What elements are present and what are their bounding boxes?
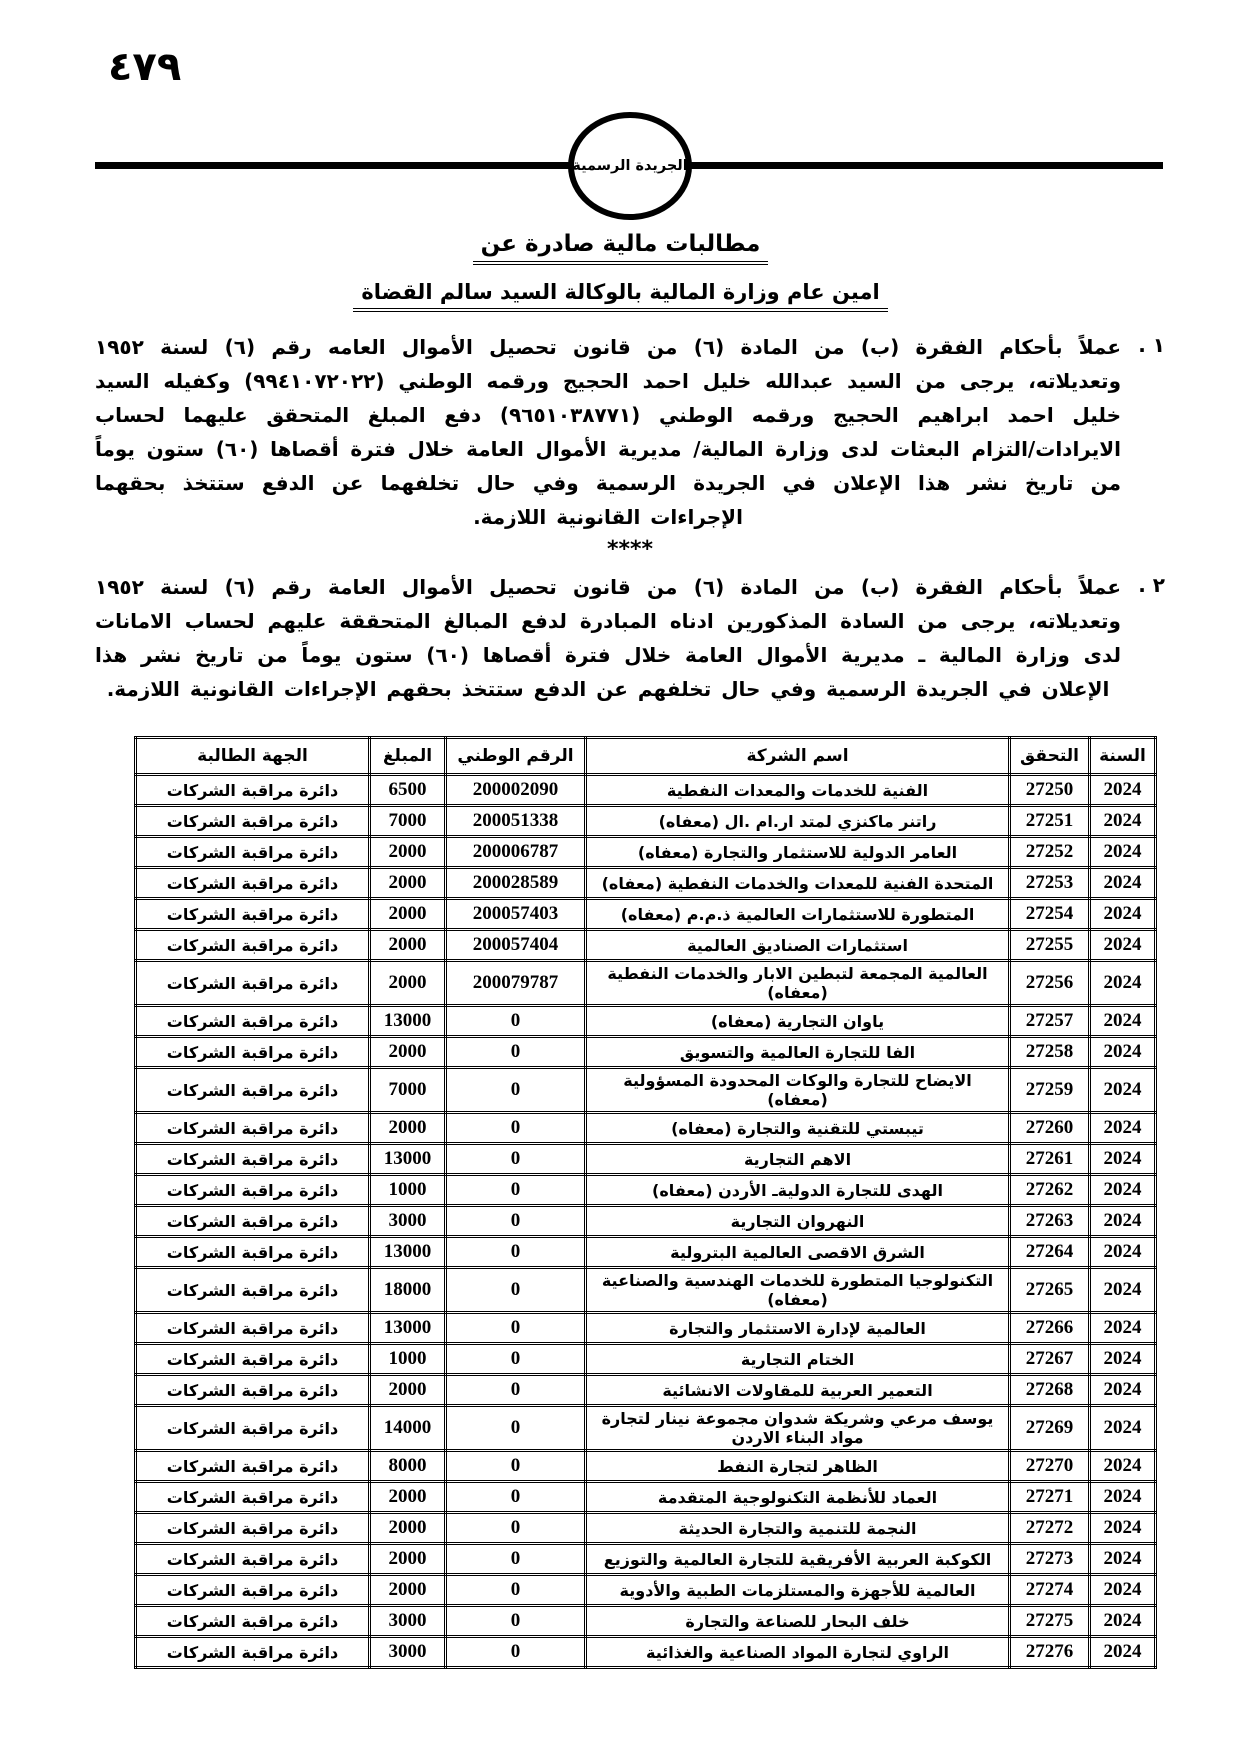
cell-requesting-entity: دائرة مراقبة الشركات [136,930,370,961]
cell-national-number: 0 [446,1637,586,1668]
cell-requesting-entity: دائرة مراقبة الشركات [136,1544,370,1575]
cell-amount: 2000 [370,930,446,961]
cell-year: 2024 [1090,1175,1156,1206]
cell-amount: 2000 [370,961,446,1006]
table-row [136,1375,1156,1406]
cell-year: 2024 [1090,899,1156,930]
cell-check-number: 27263 [1010,1206,1090,1237]
cell-year: 2024 [1090,1206,1156,1237]
cell-check-number: 27258 [1010,1037,1090,1068]
cell-national-number: 200002090 [446,775,586,806]
cell-national-number: 200028589 [446,868,586,899]
page-title: مطالبات مالية صادرة عن [0,231,1241,257]
cell-check-number: 27276 [1010,1637,1090,1668]
cell-amount: 2000 [370,1544,446,1575]
cell-year: 2024 [1090,775,1156,806]
cell-amount: 7000 [370,806,446,837]
cell-check-number: 27273 [1010,1544,1090,1575]
cell-national-number: 200051338 [446,806,586,837]
cell-amount: 8000 [370,1451,446,1482]
table-row [136,1175,1156,1206]
cell-company-name: العامر الدولية للاستثمار والتجارة (معفاه) [586,837,1010,868]
table-row [136,1544,1156,1575]
cell-company-name: الراوي لتجارة المواد الصناعية والغذائية [586,1637,1010,1668]
cell-requesting-entity: دائرة مراقبة الشركات [136,1313,370,1344]
cell-year: 2024 [1090,1006,1156,1037]
cell-amount: 1000 [370,1175,446,1206]
cell-amount: 3000 [370,1206,446,1237]
cell-amount: 2000 [370,1375,446,1406]
cell-requesting-entity: دائرة مراقبة الشركات [136,1375,370,1406]
cell-check-number: 27268 [1010,1375,1090,1406]
cell-national-number: 0 [446,1344,586,1375]
cell-check-number: 27271 [1010,1482,1090,1513]
cell-check-number: 27251 [1010,806,1090,837]
cell-amount: 18000 [370,1268,446,1313]
cell-amount: 2000 [370,899,446,930]
cell-company-name: ياوان التجارية (معفاه) [586,1006,1010,1037]
table-row [136,1037,1156,1068]
cell-requesting-entity: دائرة مراقبة الشركات [136,1606,370,1637]
cell-company-name: راتنر ماكنزي لمتد ار.ام .ال (معفاه) [586,806,1010,837]
cell-requesting-entity: دائرة مراقبة الشركات [136,1175,370,1206]
cell-amount: 2000 [370,1113,446,1144]
cell-year: 2024 [1090,1544,1156,1575]
table-row [136,961,1156,1006]
cell-check-number: 27272 [1010,1513,1090,1544]
cell-check-number: 27253 [1010,868,1090,899]
cell-national-number: 0 [446,1113,586,1144]
cell-amount: 13000 [370,1313,446,1344]
page-subtitle: امين عام وزارة المالية بالوكالة السيد سالم القضاة [0,280,1241,304]
cell-amount: 13000 [370,1237,446,1268]
cell-check-number: 27260 [1010,1113,1090,1144]
cell-check-number: 27267 [1010,1344,1090,1375]
cell-company-name: الظاهر لتجارة النفط [586,1451,1010,1482]
cell-requesting-entity: دائرة مراقبة الشركات [136,1206,370,1237]
table-row [136,899,1156,930]
cell-requesting-entity: دائرة مراقبة الشركات [136,1268,370,1313]
cell-requesting-entity: دائرة مراقبة الشركات [136,1006,370,1037]
cell-amount: 2000 [370,1037,446,1068]
cell-company-name: يوسف مرعي وشريكة شدوان مجموعة نينار لتجارة مواد البناء الاردن [586,1406,1010,1451]
cell-company-name: الهدى للتجارة الدوليةـ الأردن (معفاه) [586,1175,1010,1206]
paragraph-1-number: ١ . [1138,333,1165,357]
cell-national-number: 0 [446,1068,586,1113]
col-requesting-entity: الجهة الطالبة [136,738,370,775]
cell-company-name: خلف البحار للصناعة والتجارة [586,1606,1010,1637]
cell-national-number: 0 [446,1268,586,1313]
cell-amount: 7000 [370,1068,446,1113]
table-row [136,806,1156,837]
cell-year: 2024 [1090,1575,1156,1606]
cell-national-number: 0 [446,1206,586,1237]
cell-year: 2024 [1090,961,1156,1006]
cell-year: 2024 [1090,1637,1156,1668]
cell-amount: 2000 [370,868,446,899]
cell-requesting-entity: دائرة مراقبة الشركات [136,961,370,1006]
cell-year: 2024 [1090,837,1156,868]
cell-year: 2024 [1090,868,1156,899]
cell-amount: 13000 [370,1006,446,1037]
cell-amount: 2000 [370,1513,446,1544]
cell-company-name: الختام التجارية [586,1344,1010,1375]
paragraph-2-text: عملاً بأحكام الفقرة (ب) من المادة (٦) من قانون تحصيل الأموال العامة رقم (٦) لسنة ١٩٥٢ وتعديلاته، يرجى من السادة المذكورين ادناه المبادرة لدفع المبالغ المتحققة عليهم لحساب الامانات لدى وزارة المالية ـ مديرية الأموال العامة خلال فترة أقصاها (٦٠) ستون يوماً من تاريخ نشر هذا الإعلان في الجريدة الرسمية وفي حال تخلفهم عن الدفع ستتخذ بحقهم الإجراءات القانونية اللازمة. [95,575,1122,701]
cell-check-number: 27269 [1010,1406,1090,1451]
table-row [136,1237,1156,1268]
cell-national-number: 200057403 [446,899,586,930]
cell-requesting-entity: دائرة مراقبة الشركات [136,1144,370,1175]
table-row [136,1451,1156,1482]
cell-national-number: 200057404 [446,930,586,961]
table-row [136,1068,1156,1113]
paragraph-1-text: عملاً بأحكام الفقرة (ب) من المادة (٦) من قانون تحصيل الأموال العامه رقم (٦) لسنة ١٩٥٢ وتعديلاته، يرجى من السيد عبدالله خليل احمد الحجيج ورقمه الوطني (٩٩٤١٠٧٢٠٢٢) وكفيله السيد خليل احمد ابراهيم الحجيج ورقمه الوطني (٩٦٥١٠٣٨٧٧١) دفع المبلغ المتحقق عليهما لحساب الايرادات/التزام البعثات لدى وزارة المالية/ مديرية الأموال العامة خلال فترة أقصاها (٦٠) ستون يوماً من تاريخ نشر هذا الإعلان في الجريدة الرسمية وفي حال تخلفهما عن الدفع ستتخذ بحقهما الإجراءات القانونية اللازمة. [95,335,1122,529]
cell-requesting-entity: دائرة مراقبة الشركات [136,899,370,930]
cell-national-number: 0 [446,1175,586,1206]
cell-year: 2024 [1090,1313,1156,1344]
cell-national-number: 200079787 [446,961,586,1006]
cell-company-name: التكنولوجيا المتطورة للخدمات الهندسية والصناعية (معفاه) [586,1268,1010,1313]
cell-national-number: 0 [446,1513,586,1544]
table-row [136,868,1156,899]
cell-amount: 3000 [370,1606,446,1637]
cell-amount: 1000 [370,1344,446,1375]
cell-requesting-entity: دائرة مراقبة الشركات [136,1482,370,1513]
table-row [136,1313,1156,1344]
claims-table-header [136,738,1156,775]
cell-year: 2024 [1090,1037,1156,1068]
claims-table [134,736,1157,1669]
cell-check-number: 27262 [1010,1175,1090,1206]
cell-requesting-entity: دائرة مراقبة الشركات [136,868,370,899]
cell-national-number: 0 [446,1006,586,1037]
cell-company-name: العماد للأنظمة التكنولوجية المتقدمة [586,1482,1010,1513]
cell-company-name: الاهم التجارية [586,1144,1010,1175]
cell-requesting-entity: دائرة مراقبة الشركات [136,1513,370,1544]
cell-company-name: المتحدة الفنية للمعدات والخدمات النفطية (معفاه) [586,868,1010,899]
cell-year: 2024 [1090,1406,1156,1451]
table-row [136,1406,1156,1451]
cell-year: 2024 [1090,1513,1156,1544]
cell-check-number: 27270 [1010,1451,1090,1482]
cell-national-number: 0 [446,1406,586,1451]
table-row [136,1113,1156,1144]
cell-requesting-entity: دائرة مراقبة الشركات [136,837,370,868]
cell-company-name: العالمية المجمعة لتبطين الابار والخدمات النفطية (معفاه) [586,961,1010,1006]
cell-check-number: 27274 [1010,1575,1090,1606]
cell-year: 2024 [1090,1237,1156,1268]
cell-company-name: الكوكبة العربية الأفريقية للتجارة العالمية والتوزيع [586,1544,1010,1575]
table-row [136,1637,1156,1668]
cell-national-number: 0 [446,1575,586,1606]
cell-year: 2024 [1090,1113,1156,1144]
cell-national-number: 0 [446,1375,586,1406]
table-row [136,1344,1156,1375]
cell-year: 2024 [1090,1344,1156,1375]
cell-national-number: 0 [446,1144,586,1175]
paragraph-2-number: ٢ . [1138,573,1165,597]
cell-amount: 6500 [370,775,446,806]
cell-national-number: 200006787 [446,837,586,868]
cell-national-number: 0 [446,1451,586,1482]
cell-requesting-entity: دائرة مراقبة الشركات [136,1637,370,1668]
cell-year: 2024 [1090,1068,1156,1113]
table-row [136,930,1156,961]
cell-check-number: 27256 [1010,961,1090,1006]
table-row [136,1144,1156,1175]
cell-company-name: الايضاح للتجارة والوكات المحدودة المسؤولية (معفاه) [586,1068,1010,1113]
cell-amount: 14000 [370,1406,446,1451]
cell-requesting-entity: دائرة مراقبة الشركات [136,1113,370,1144]
table-row [136,1206,1156,1237]
table-row [136,1268,1156,1313]
cell-amount: 3000 [370,1637,446,1668]
cell-company-name: العالمية للأجهزة والمستلزمات الطبية والأدوية [586,1575,1010,1606]
cell-company-name: النجمة للتنمية والتجارة الحديثة [586,1513,1010,1544]
cell-company-name: المتطورة للاستثمارات العالمية ذ.م.م (معفاه) [586,899,1010,930]
col-national-number: الرقم الوطني [446,738,586,775]
cell-requesting-entity: دائرة مراقبة الشركات [136,1068,370,1113]
cell-company-name: الشرق الاقصى العالمية البترولية [586,1237,1010,1268]
cell-national-number: 0 [446,1037,586,1068]
cell-requesting-entity: دائرة مراقبة الشركات [136,1406,370,1451]
cell-check-number: 27264 [1010,1237,1090,1268]
cell-check-number: 27257 [1010,1006,1090,1037]
cell-check-number: 27259 [1010,1068,1090,1113]
cell-year: 2024 [1090,1482,1156,1513]
cell-check-number: 27250 [1010,775,1090,806]
col-year: السنة [1090,738,1156,775]
paragraph-2 [95,570,1165,706]
col-check-number: التحقق [1010,738,1090,775]
cell-national-number: 0 [446,1606,586,1637]
cell-check-number: 27255 [1010,930,1090,961]
cell-requesting-entity: دائرة مراقبة الشركات [136,1344,370,1375]
cell-check-number: 27275 [1010,1606,1090,1637]
cell-company-name: الفنية للخدمات والمعدات النفطية [586,775,1010,806]
cell-check-number: 27252 [1010,837,1090,868]
col-amount: المبلغ [370,738,446,775]
cell-year: 2024 [1090,1451,1156,1482]
table-row [136,1482,1156,1513]
header-row [136,738,1156,775]
gazette-emblem [568,112,692,220]
cell-check-number: 27254 [1010,899,1090,930]
cell-requesting-entity: دائرة مراقبة الشركات [136,1451,370,1482]
table-row [136,1606,1156,1637]
table-row [136,1006,1156,1037]
paragraph-1 [95,330,1165,534]
cell-amount: 13000 [370,1144,446,1175]
separator-stars: **** [606,537,654,562]
cell-requesting-entity: دائرة مراقبة الشركات [136,1237,370,1268]
gazette-emblem-text: الجريدة الرسمية [572,158,688,174]
cell-company-name: العالمية لإدارة الاستثمار والتجارة [586,1313,1010,1344]
cell-amount: 2000 [370,837,446,868]
table-row [136,1513,1156,1544]
document-body [95,330,1165,1669]
col-company-name: اسم الشركة [586,738,1010,775]
cell-year: 2024 [1090,1375,1156,1406]
cell-check-number: 27261 [1010,1144,1090,1175]
page-number: ٤٧٩ [108,44,182,90]
cell-company-name: التعمير العربية للمقاولات الانشائية [586,1375,1010,1406]
table-row [136,837,1156,868]
table-row [136,775,1156,806]
cell-year: 2024 [1090,1606,1156,1637]
cell-year: 2024 [1090,930,1156,961]
cell-national-number: 0 [446,1237,586,1268]
cell-check-number: 27266 [1010,1313,1090,1344]
claims-table-body [136,775,1156,1668]
cell-company-name: الفا للتجارة العالمية والتسويق [586,1037,1010,1068]
cell-requesting-entity: دائرة مراقبة الشركات [136,806,370,837]
cell-requesting-entity: دائرة مراقبة الشركات [136,1575,370,1606]
cell-national-number: 0 [446,1482,586,1513]
table-row [136,1575,1156,1606]
cell-national-number: 0 [446,1544,586,1575]
cell-year: 2024 [1090,1268,1156,1313]
cell-amount: 2000 [370,1482,446,1513]
cell-company-name: استثمارات الصناديق العالمية [586,930,1010,961]
cell-requesting-entity: دائرة مراقبة الشركات [136,1037,370,1068]
cell-requesting-entity: دائرة مراقبة الشركات [136,775,370,806]
cell-year: 2024 [1090,1144,1156,1175]
cell-company-name: تيبستي للتقنية والتجارة (معفاه) [586,1113,1010,1144]
cell-check-number: 27265 [1010,1268,1090,1313]
cell-national-number: 0 [446,1313,586,1344]
cell-amount: 2000 [370,1575,446,1606]
cell-company-name: النهروان التجارية [586,1206,1010,1237]
cell-year: 2024 [1090,806,1156,837]
